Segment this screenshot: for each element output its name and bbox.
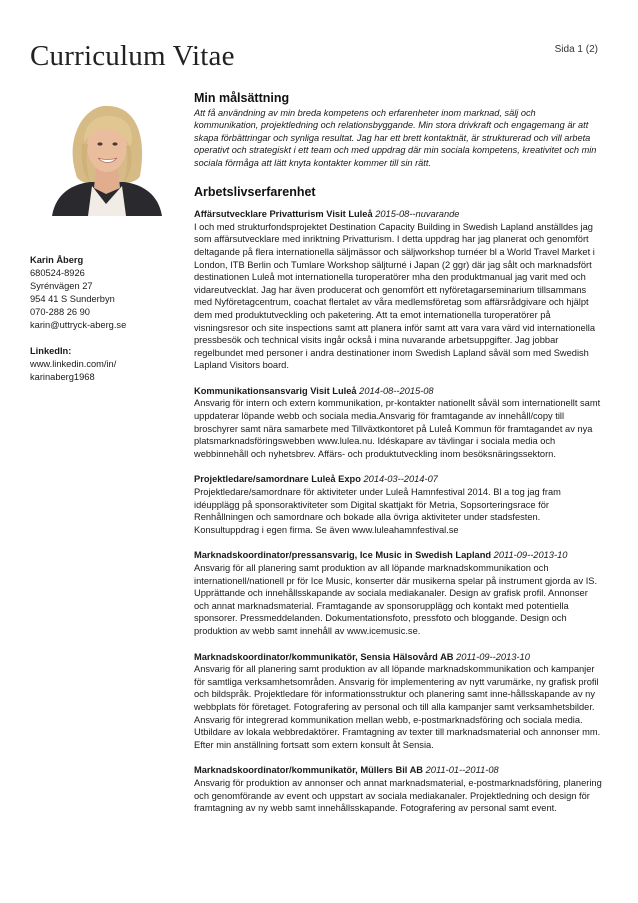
experience-heading: Arbetslivserfarenhet	[194, 184, 316, 199]
id-number: 680524-8926	[30, 268, 85, 278]
job-entry	[194, 764, 602, 814]
job-dates: 2011-09--2013-10	[456, 651, 530, 662]
job-description: I och med strukturfondsprojektet Destination Capacity Building in Swedish Lapland anställdes jag som affärsutvecklare med inriktning Privatturism. I detta uppdrag har jag planerat och genomfört deltagande på flera internationella säljmässor och säljworkshop turnéer bl a World Travel Market i London, ITB Berlin och Tumlare Workshop säljturné i Japan (2 ggr) där jag sålt och marknadsfört destinationen Luleå mot internationella turoperatörer mha den produktmanual jag varit med och vidareutvecklat. Jag har även producerat och genomfört ett nyföretagarseminarium tillsammans med Nyföretagcentrum, coachat flertalet av våra medlemsföretag som affärsrådgivare och hjälpt dem med produktutveckling och paketering. Att ta emot internationella turoperatörer på visningsresor och site inspections samt att planera inför samt att vara vara värd vid internationella pressbesök och technical visits ingår också i mina nuvarande arbetsuppgifter. Jag jobbar regelbundet med personer i andra destinationer inom Swedish Lapland såväl som med Swedish Lapland Visitors board.	[194, 221, 595, 371]
job-description: Projektledare/samordnare för aktiviteter under Luleå Hamnfestival 2014. Bl a tog jag fram idéupplägg på sponsoraktiviteter som Digital skattjakt för Metria, Sopsorteringsrace för Renhållningen och samordnare och bokade alla övriga aktiviteter under stadsfesten. Konsultuppdrag i egen firma. Se även www.luleahamnfestival.se	[194, 487, 561, 535]
job-title: Projektledare/samordnare Luleå Expo	[194, 474, 361, 485]
job-dates: 2011-01--2011-08	[425, 765, 499, 776]
job-description: Ansvarig för all planering samt produktion av all löpande marknadskommunikation och kampanjer för samtliga verksamhetsområden. Ansvarig för implementering av nytt varumärke, ny grafisk profil och bildspråk. Projektledare för informationsstruktur och planering samt inne-hållsskapande av ny webbplats för företaget. Fotografering av personal och till alla kampanjer samt verksamhetsbilder. Ansvarig för integrerad kommunikation mellan webb, e-postmarknadsföring och sociala media. Utbildare av lokala webbredaktörer. Framtagning av texter till marknadsmaterial och annonser mm. Efter min anställning fortsatt som extern konsult åt Sensia.	[194, 664, 601, 750]
job-dates: 2014-08--2015-08	[359, 385, 434, 396]
linkedin-label: LinkedIn:	[30, 346, 72, 356]
job-entry	[194, 473, 602, 536]
linkedin-url-line-2[interactable]: karinaberg1968	[30, 372, 95, 382]
portrait-photo	[46, 96, 166, 216]
job-title: Affärsutvecklare Privatturism Visit Luleå	[194, 209, 373, 220]
goal-heading: Min målsättning	[194, 91, 290, 105]
job-entry	[194, 549, 602, 637]
job-entry	[194, 651, 602, 752]
job-entry	[194, 208, 602, 372]
page-number: Sida 1 (2)	[554, 44, 598, 55]
job-title: Marknadskoordinator/kommunikatör, Sensia Hälsovård AB	[194, 651, 454, 662]
job-title: Marknadskoordinator/kommunikatör, Müllers Bil AB	[194, 765, 424, 776]
person-name: Karin Åberg	[30, 255, 84, 265]
goal-text: Att få användning av min breda kompetens och erfarenheter inom marknad, sälj och kommunikation, projektledning och relationsbyggande. Min stora drivkraft och engagemang är att skapa förbättringar och synliga resultat. Jag har ett brett kontaktnät, är strukturerad och vill arbeta operativt och strategiskt i ett team och med uppdrag där min sociala kompetens, kreativitet och min sociala förmåga att lätt knyta kontakter kommer till sin rätt.	[194, 107, 597, 168]
job-title: Marknadskoordinator/pressansvarig, Ice Music in Swedish Lapland	[194, 550, 492, 561]
job-description: Ansvarig för produktion av annonser och annat marknadsmaterial, e-postmarknadsföring, planering och genomförande av event och uppstart av sociala mediakanaler. Projektledning och design för framtagning av ny webb samt innehållsskapande. Fotografering av personal samt event.	[194, 777, 602, 814]
city-address: 954 41 S Sunderbyn	[30, 294, 115, 304]
job-dates: 2014-03--2014-07	[363, 474, 438, 485]
main-content	[194, 92, 602, 828]
job-description: Ansvarig för intern och extern kommunikation, pr-kontakter nationellt såväl som internationellt samt uppdaterar löpande webb och sociala media.Ansvarig för framtagande av innehåll/copy till broschyrer samt nära samarbete med Tillväxtkontoret på Luleå Kommun för framtagandet av nya platsmarknadsföringswebben www.lulea.nu. Idéskapare av tävlingar i sociala media och webbinnehåll och nyhetsbrev. Affärs- och produktutveckling inom besöksnäringssektorn.	[194, 398, 601, 459]
job-title: Kommunikationsansvarig Visit Luleå	[194, 385, 357, 396]
email-address[interactable]: karin@uttryck-aberg.se	[30, 320, 127, 330]
linkedin-url-line-1[interactable]: www.linkedin.com/in/	[30, 359, 117, 369]
contact-sidebar	[30, 254, 180, 384]
job-description: Ansvarig för all planering samt produktion av all löpande marknadskommunikation och internationell/nationell pr för Ice Music, konserter där musikerna spelar på instrument gjorda av IS. Upprättande och innehållsskapande av sociala mediakanaler. Design av grafisk profil. Annonser och annat marknadsmaterial. Framtagande av sponsorupplägg och kontakt med potentiella sponsorer. Pressmeddelanden. Dokumentationsfoto, pressfoto och bloggande. Design och produktion av webb samt innehåll av www.icemusic.se.	[194, 563, 598, 636]
job-dates: 2015-08--nuvarande	[375, 209, 460, 220]
portrait-photo-icon	[46, 96, 166, 216]
page-title: Curriculum Vitae	[30, 40, 235, 72]
street-address: Syrénvägen 27	[30, 281, 93, 291]
phone-number: 070-288 26 90	[30, 307, 90, 317]
job-entry	[194, 385, 602, 461]
job-dates: 2011-09--2013-10	[493, 550, 568, 561]
